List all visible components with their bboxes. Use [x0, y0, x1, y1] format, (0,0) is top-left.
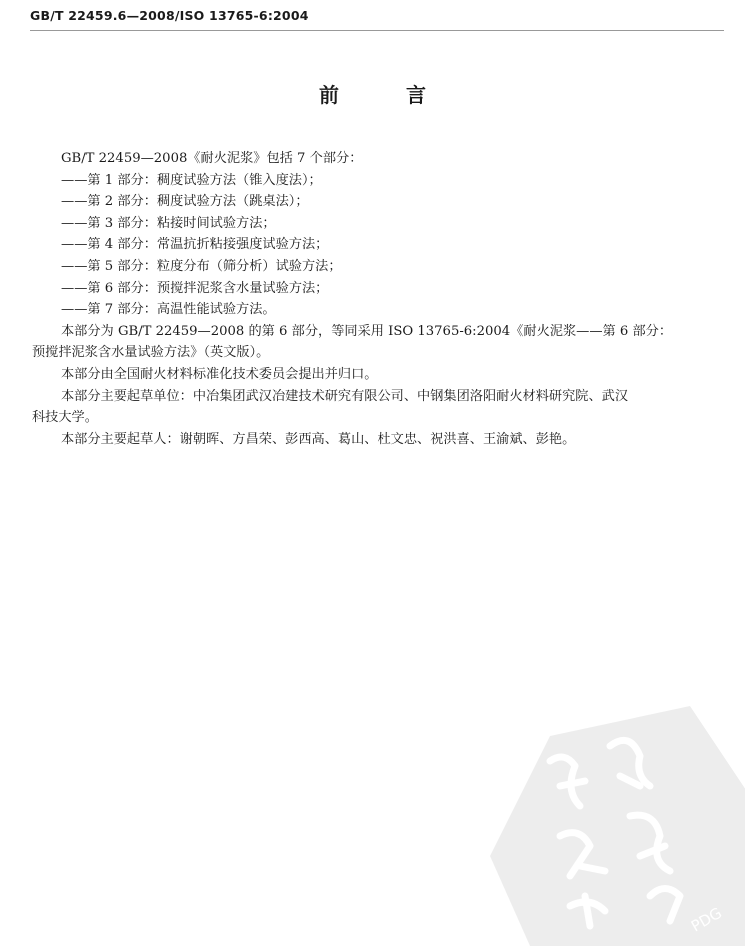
part-item-3: ——第 3 部分：粘接时间试验方法；: [61, 215, 276, 231]
part-item-4: ——第 4 部分：常温抗折粘接强度试验方法；: [61, 237, 329, 253]
part-item-6: ——第 6 部分：预搅拌泥浆含水量试验方法；: [61, 280, 329, 296]
proposer-paragraph: 本部分由全国耐火材料标准化技术委员会提出并归口。: [61, 366, 378, 382]
part-item-5: ——第 5 部分：粒度分布（筛分析）试验方法；: [61, 258, 342, 274]
adoption-paragraph-line-1: 本部分为 GB/T 22459—2008 的第 6 部分，等同采用 ISO 13765-6:2004《耐火泥浆——第 6 部分：: [61, 323, 673, 339]
drafting-units-line-2: 科技大学。: [32, 410, 98, 426]
part-item-7: ——第 7 部分：高温性能试验方法。: [61, 302, 276, 318]
foreword-body: [32, 148, 701, 450]
intro-line: GB/T 22459—2008《耐火泥浆》包括 7 个部分：: [61, 151, 363, 166]
watermark-seal: [490, 706, 745, 946]
part-item-1: ——第 1 部分：稠度试验方法（锥入度法）；: [61, 172, 322, 188]
page-title: 前 言: [319, 83, 456, 107]
part-item-2: ——第 2 部分：稠度试验方法（跳桌法）；: [61, 194, 309, 210]
drafting-units-line-1: 本部分主要起草单位：中冶集团武汉冶建技术研究有限公司、中钢集团洛阳耐火材料研究院、武汉: [61, 388, 629, 404]
standard-number-header: GB/T 22459.6—2008/ISO 13765-6:2004: [30, 8, 309, 23]
drafters-paragraph: 本部分主要起草人：谢朝晖、方昌荣、彭西高、葛山、杜文忠、祝洪喜、王渝斌、彭艳。: [61, 431, 576, 447]
adoption-paragraph-line-2: 预搅拌泥浆含水量试验方法》（英文版）。: [32, 345, 270, 361]
watermark-label: PDG: [688, 903, 725, 936]
header-divider: [30, 30, 724, 31]
